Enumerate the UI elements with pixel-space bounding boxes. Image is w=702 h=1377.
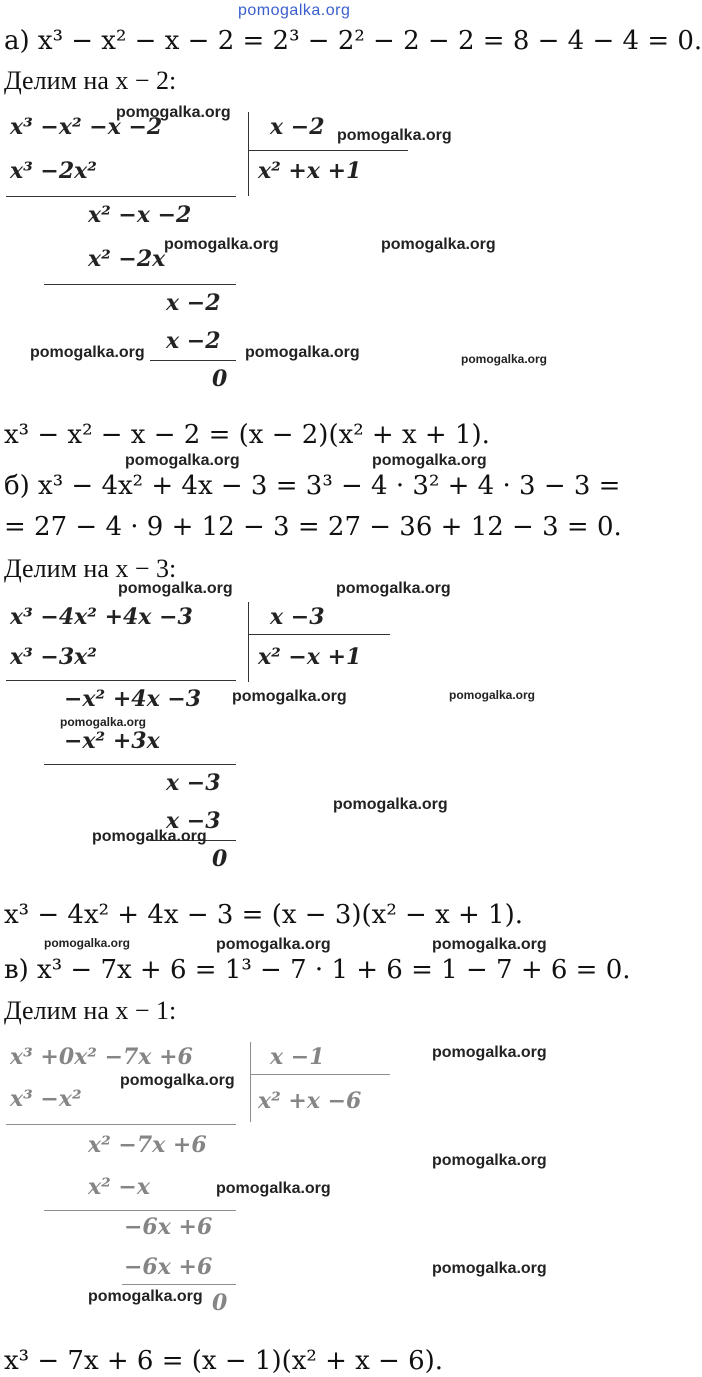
part-b-quotient: x² −x +1 xyxy=(258,644,362,670)
part-b-check-line-2: = 27 − 4 · 9 + 12 − 3 = 27 − 36 + 12 − 3 = 0. xyxy=(4,512,622,542)
part-a-divide-label: Делим на x − 2: xyxy=(4,66,177,95)
watermark: pomogalka.org xyxy=(60,715,147,729)
part-b-division-bar xyxy=(248,602,249,682)
part-b-final-remainder: 0 xyxy=(212,846,228,872)
watermark: pomogalka.org xyxy=(30,344,145,361)
watermark: pomogalka.org xyxy=(125,452,240,469)
watermark: pomogalka.org xyxy=(44,936,131,950)
watermark: pomogalka.org xyxy=(118,580,233,597)
part-b-divisor: x −3 xyxy=(270,604,325,630)
part-a-divisor: x −2 xyxy=(270,114,325,140)
watermark: pomogalka.org xyxy=(449,688,536,702)
part-c-result: x³ − 7x + 6 = (x − 1)(x² + x − 6). xyxy=(4,1346,444,1376)
part-b-subtrahend-1: x³ −3x² xyxy=(10,644,97,670)
watermark: pomogalka.org xyxy=(232,688,347,705)
part-a-result: x³ − x² − x − 2 = (x − 2)(x² + x + 1). xyxy=(4,420,490,450)
part-c-subtrahend-2: x² −x xyxy=(88,1174,150,1200)
watermark: pomogalka.org xyxy=(120,1072,235,1089)
part-c-subtrahend-1: x³ −x² xyxy=(10,1086,82,1112)
watermark: pomogalka.org xyxy=(381,236,496,253)
part-c-divisor-rule xyxy=(250,1074,390,1075)
watermark: pomogalka.org xyxy=(116,104,231,121)
part-a-rule-2 xyxy=(44,284,236,285)
watermark: pomogalka.org xyxy=(432,936,547,953)
part-a-remainder-2: x −2 xyxy=(166,290,221,316)
watermark-top: pomogalka.org xyxy=(238,2,351,19)
part-b-long-division xyxy=(0,590,420,880)
part-c-quotient: x² +x −6 xyxy=(258,1088,362,1114)
part-c-remainder-1: x² −7x +6 xyxy=(88,1132,207,1158)
part-a-dividend: x³ −x² −x −2 xyxy=(10,114,163,140)
watermark: pomogalka.org xyxy=(216,1180,331,1197)
part-a-division-bar xyxy=(248,112,249,196)
part-b-remainder-2: x −3 xyxy=(166,770,221,796)
part-c-divide-label: Делим на x − 1: xyxy=(4,996,177,1025)
watermark: pomogalka.org xyxy=(432,1260,547,1277)
part-a-divisor-rule xyxy=(248,150,408,151)
watermark: pomogalka.org xyxy=(92,828,207,845)
part-c-dividend: x³ +0x² −7x +6 xyxy=(10,1044,193,1070)
watermark: pomogalka.org xyxy=(461,352,548,366)
watermark: pomogalka.org xyxy=(432,1044,547,1061)
watermark: pomogalka.org xyxy=(336,580,451,597)
part-c-rule-3 xyxy=(122,1284,236,1285)
part-a-subtrahend-2: x² −2x xyxy=(88,246,166,272)
part-a-check-line: а) x³ − x² − x − 2 = 2³ − 2² − 2 − 2 = 8 − 4 − 4 = 0. xyxy=(4,26,702,56)
part-c-rule-2 xyxy=(44,1210,236,1211)
part-b-rule-2 xyxy=(44,764,236,765)
part-c-final-remainder: 0 xyxy=(212,1290,228,1316)
part-c-division-bar xyxy=(250,1042,251,1122)
part-b-check-line-1: б) x³ − 4x² + 4x − 3 = 3³ − 4 · 3² + 4 · 3 − 3 = xyxy=(4,471,621,501)
watermark: pomogalka.org xyxy=(372,452,487,469)
watermark: pomogalka.org xyxy=(432,1152,547,1169)
part-c-check-line: в) x³ − 7x + 6 = 1³ − 7 · 1 + 6 = 1 − 7 + 6 = 0. xyxy=(4,955,631,985)
part-b-remainder-1: −x² +4x −3 xyxy=(64,686,202,712)
watermark: pomogalka.org xyxy=(88,1288,203,1305)
watermark: pomogalka.org xyxy=(216,936,331,953)
watermark: pomogalka.org xyxy=(337,127,452,144)
part-b-rule-1 xyxy=(6,680,236,681)
part-b-result: x³ − 4x² + 4x − 3 = (x − 3)(x² − x + 1). xyxy=(4,900,523,930)
part-a-subtrahend-1: x³ −2x² xyxy=(10,158,97,184)
part-c-remainder-2: −6x +6 xyxy=(124,1214,213,1240)
part-a-quotient: x² +x +1 xyxy=(258,158,362,184)
part-b-divide-label: Делим на x − 3: xyxy=(4,554,177,583)
part-a-subtrahend-3: x −2 xyxy=(166,328,221,354)
part-b-dividend: x³ −4x² +4x −3 xyxy=(10,604,193,630)
watermark: pomogalka.org xyxy=(245,344,360,361)
watermark: pomogalka.org xyxy=(333,796,448,813)
part-a-final-remainder: 0 xyxy=(212,366,228,392)
part-a-rule-3 xyxy=(150,360,236,361)
part-c-subtrahend-3: −6x +6 xyxy=(124,1254,213,1280)
part-b-subtrahend-2: −x² +3x xyxy=(64,728,160,754)
part-c-divisor: x −1 xyxy=(270,1044,325,1070)
part-b-subtrahend-3: x −3 xyxy=(166,808,221,834)
part-a-rule-1 xyxy=(6,196,236,197)
watermark: pomogalka.org xyxy=(164,236,279,253)
part-a-remainder-1: x² −x −2 xyxy=(88,202,192,228)
part-b-divisor-rule xyxy=(248,634,390,635)
part-c-rule-1 xyxy=(6,1124,236,1125)
